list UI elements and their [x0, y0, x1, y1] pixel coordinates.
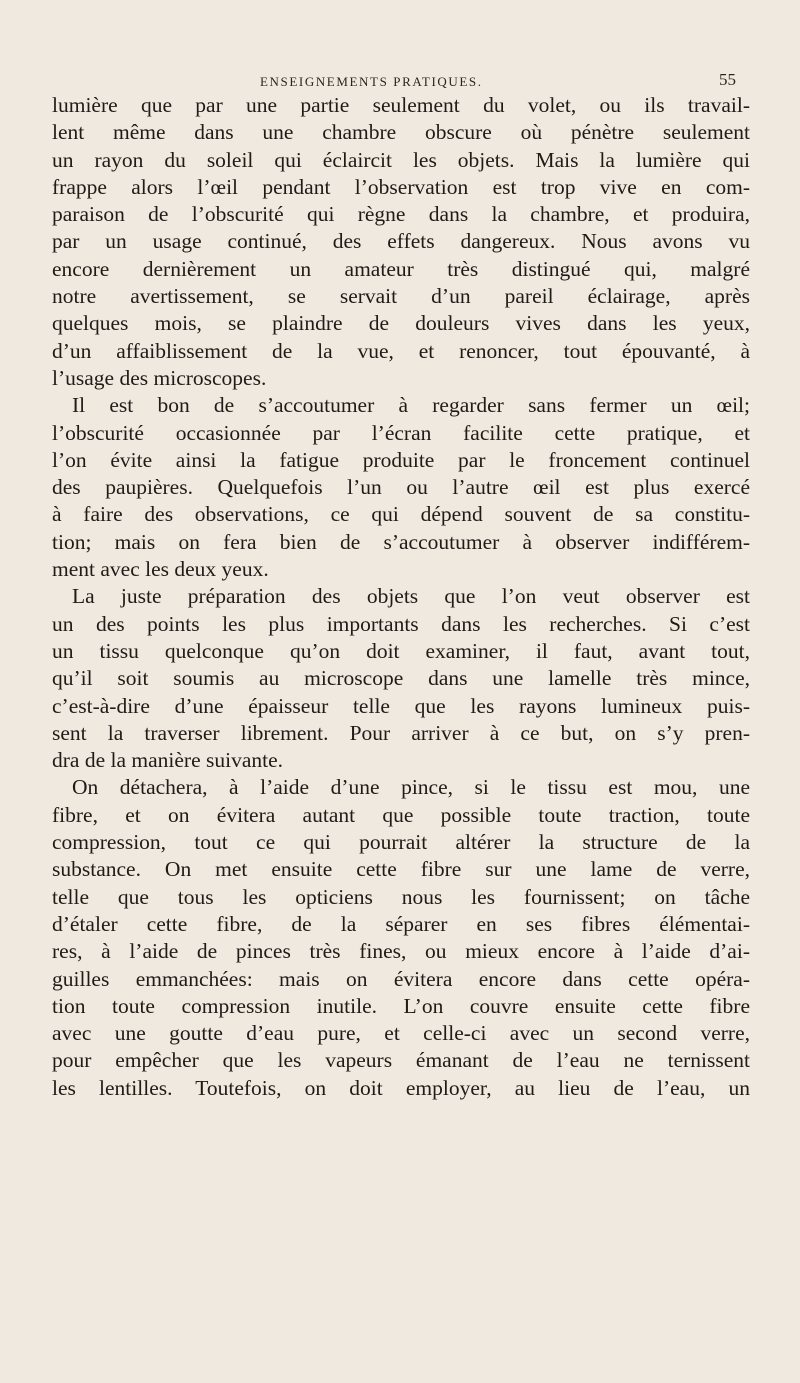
text-line: à faire des observations, ce qui dépend souvent de sa constitu-: [52, 502, 750, 527]
text-line: c’est-à-dire d’une épaisseur telle que les rayons lumineux puis-: [52, 693, 750, 718]
text-line: d’étaler cette fibre, de la séparer en ses fibres élémentai-: [52, 911, 750, 936]
text-line: dra de la manière suivante.: [52, 748, 284, 773]
text-line: sent la traverser librement. Pour arriver à ce but, on s’y pren-: [52, 720, 750, 745]
text-line: lumière que par une partie seulement du volet, ou ils travail-: [52, 93, 750, 117]
text-line: compression, tout ce qui pourrait altérer la structure de la: [52, 830, 750, 855]
running-head: ENSEIGNEMENTS PRATIQUES.: [260, 74, 483, 89]
text-line: guilles emmanchées: mais on évitera encore dans cette opéra-: [52, 966, 750, 991]
text-line: res, à l’aide de pinces très fines, ou mieux encore à l’aide d’ai-: [52, 939, 750, 964]
text-line: On détachera, à l’aide d’une pince, si le tissu est mou, une: [72, 775, 750, 800]
text-line: tion toute compression inutile. L’on couvre ensuite cette fibre: [52, 993, 750, 1018]
text-line: l’obscurité occasionnée par l’écran facilite cette pratique, et: [52, 420, 750, 445]
body-text: [52, 92, 750, 1102]
text-line: substance. On met ensuite cette fibre sur une lame de verre,: [52, 857, 750, 882]
text-line: frappe alors l’œil pendant l’observation est trop vive en com-: [52, 174, 750, 199]
text-line: fibre, et on évitera autant que possible toute traction, toute: [52, 802, 750, 827]
text-line: lent même dans une chambre obscure où pénètre seulement: [52, 120, 750, 145]
text-line: avec une goutte d’eau pure, et celle-ci avec un second verre,: [52, 1021, 750, 1046]
text-line: l’usage des microscopes.: [52, 365, 267, 390]
text-line: qu’il soit soumis au microscope dans une lamelle très mince,: [52, 666, 750, 691]
page-number: 55: [719, 70, 736, 89]
text-line: ment avec les deux yeux.: [52, 557, 269, 582]
text-line: les lentilles. Toutefois, on doit employer, au lieu de l’eau, un: [52, 1075, 750, 1100]
text-line: l’on évite ainsi la fatigue produite par le froncement continuel: [52, 447, 750, 472]
text-line: un rayon du soleil qui éclaircit les objets. Mais la lumière qui: [52, 147, 750, 172]
text-line: un tissu quelconque qu’on doit examiner, il faut, avant tout,: [52, 638, 750, 663]
text-line: d’un affaiblissement de la vue, et renoncer, tout épouvanté, à: [52, 338, 750, 363]
text-line: encore dernièrement un amateur très distingué qui, malgré: [52, 256, 750, 281]
text-line: quelques mois, se plaindre de douleurs vives dans les yeux,: [52, 311, 750, 336]
text-line: pour empêcher que les vapeurs émanant de l’eau ne ternissent: [52, 1048, 750, 1073]
text-line: des paupières. Quelquefois l’un ou l’autre œil est plus exercé: [52, 475, 750, 500]
text-line: telle que tous les opticiens nous les fournissent; on tâche: [52, 884, 750, 909]
text-line: tion; mais on fera bien de s’accoutumer à observer indifférem-: [52, 529, 750, 554]
text-line: un des points les plus importants dans les recherches. Si c’est: [52, 611, 750, 636]
text-line: La juste préparation des objets que l’on veut observer est: [72, 584, 750, 609]
text-line: Il est bon de s’accoutumer à regarder sans fermer un œil;: [72, 393, 750, 418]
text-line: notre avertissement, se servait d’un pareil éclairage, après: [52, 284, 750, 309]
text-line: par un usage continué, des effets dangereux. Nous avons vu: [52, 229, 750, 254]
text-line: paraison de l’obscurité qui règne dans la chambre, et produira,: [52, 202, 750, 227]
